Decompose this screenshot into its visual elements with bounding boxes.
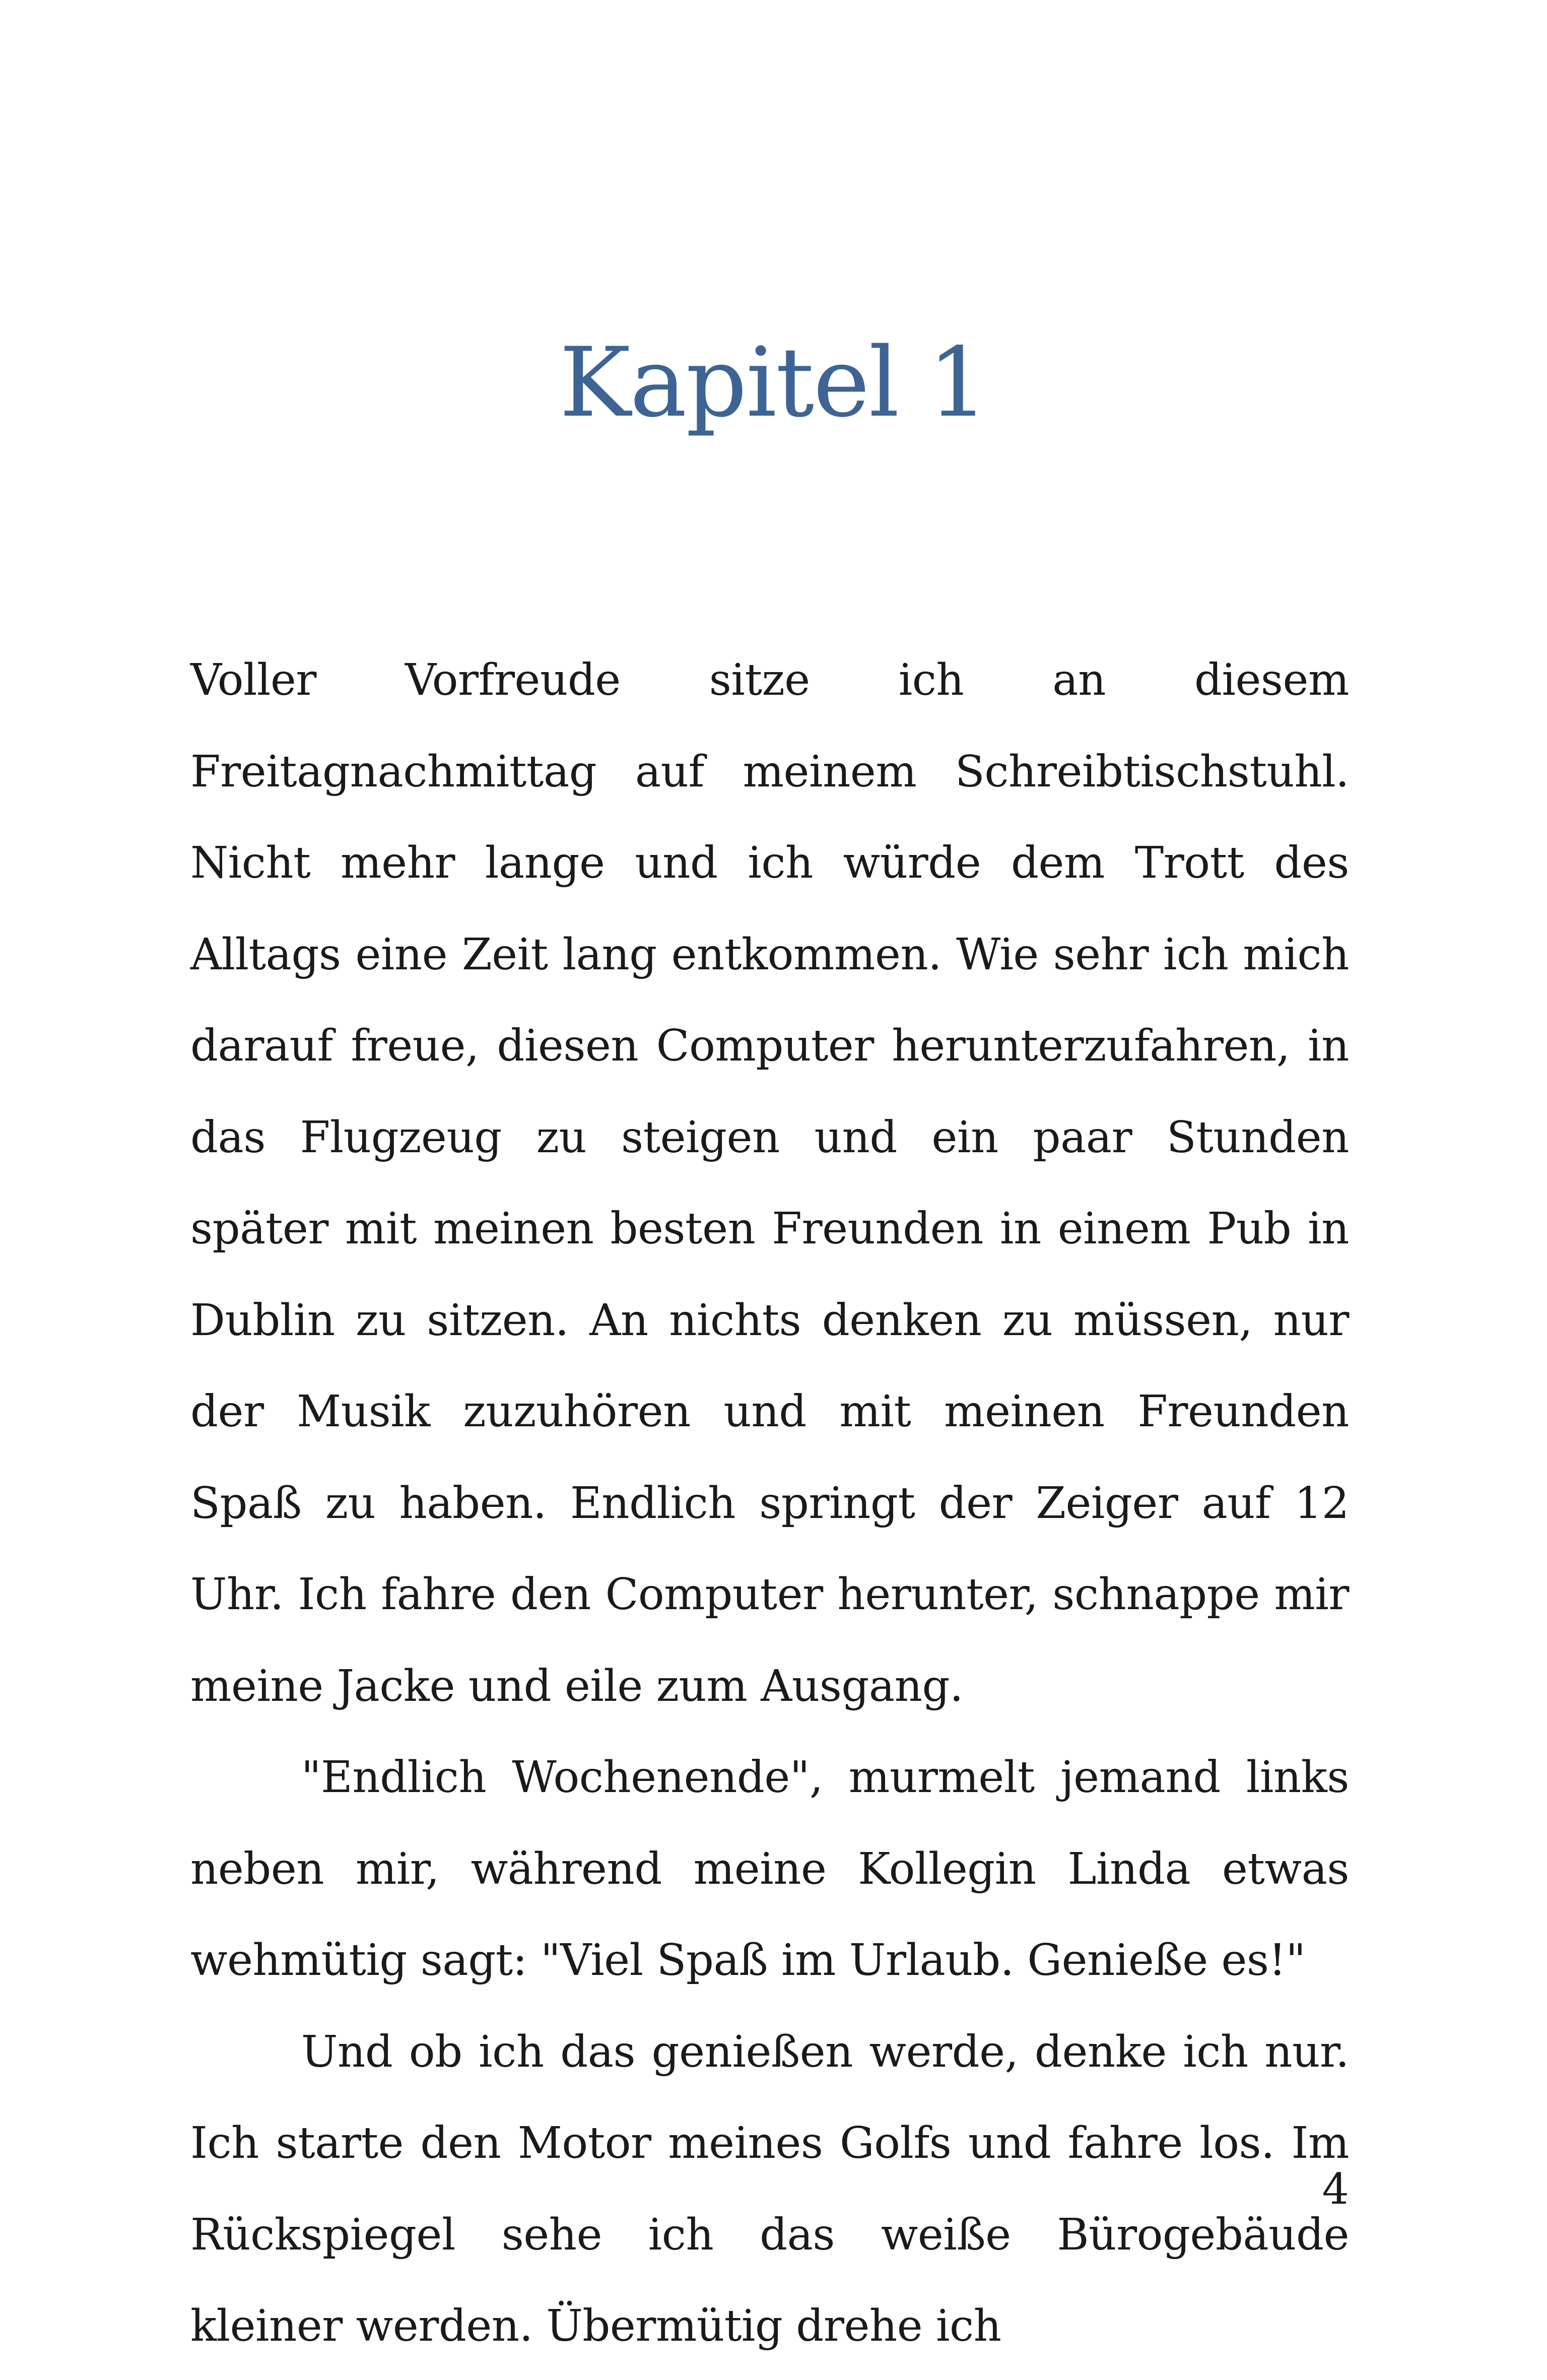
chapter-title: Kapitel 1 [559,327,988,438]
paragraph-2: "Endlich Wochenende", murmelt jemand links neben mir, während meine Kollegin Linda etwas wehmütig sagt: "Viel Spaß im Urlaub. Genieße es!" [190,1752,1349,1986]
paragraph-1: Voller Vorfreude sitze ich an diesem Freitagnachmittag auf meinem Schreibtischstuhl. Nicht mehr lange und ich würde dem Trott des Alltags eine Zeit lang entkommen. Wie sehr ich mich darauf freue, diesen Computer herunterzufahren, in das Flugzeug zu steigen und ein paar Stunden später mit meinen besten Freunden in einem Pub in Dublin zu sitzen. An nichts denken zu müssen, nur der Musik zuzuhören und mit meinen Freunden Spaß zu haben. Endlich springt der Zeiger auf 12 Uhr. Ich fahre den Computer herunter, schnappe mir meine Jacke und eile zum Ausgang. [190,655,1349,1711]
page-number: 4 [1322,2164,1349,2214]
chapter-body [190,635,1349,2372]
paragraph-3: Und ob ich das genießen werde, denke ich nur. Ich starte den Motor meines Golfs und fahre los. Im Rückspiegel sehe ich das weiße Bürogebäude kleiner werden. Übermütig drehe ich [190,2026,1349,2351]
